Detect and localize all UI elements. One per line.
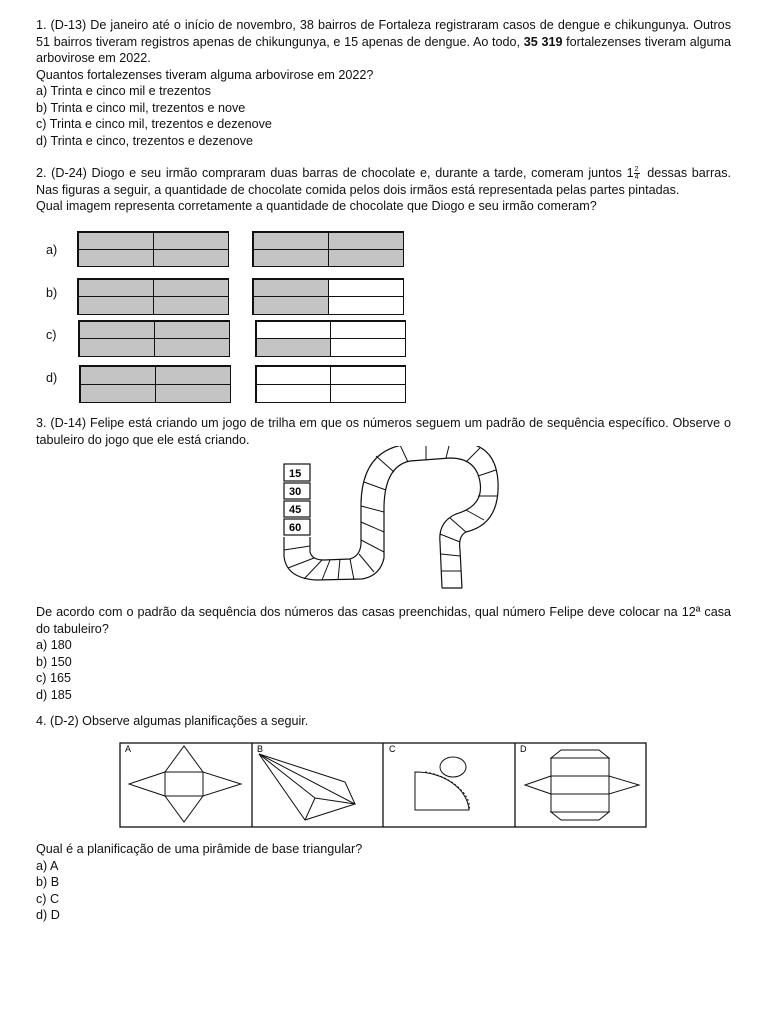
q2-a-bar-2 [252,231,404,267]
q2-d-bar-2 [255,365,406,403]
q2-a-bar-1 [77,231,229,267]
q4-option-a[interactable]: a) A [36,858,59,873]
q2-statement: 2. (D-24) Diogo e seu irmão compraram duas barras de chocolate e, durante a tarde, comeram juntos 1 $\frac{2}{4}$ dessas barras. Nas figuras a seguir, a quantidade de chocolate comida pelos dois irmãos está representada pelas partes pintadas. [36,166,731,197]
board-number-15: 15 [289,468,302,480]
q1-option-b[interactable]: b) Trinta e cinco mil, trezentos e nove [36,100,246,115]
game-board-diagram [270,446,500,596]
q2-b-bar-1 [77,278,229,315]
q4-statement: 4. (D-2) Observe algumas planificações a seguir. [36,714,309,728]
q3-option-a[interactable]: a) 180 [36,638,72,652]
panel-label-d: D [520,744,527,754]
q2-option-d-label[interactable]: d) [46,371,58,385]
q2-c-bar-1 [78,320,230,357]
question-3-continued [36,604,731,703]
q3-question: De acordo com o padrão da sequência dos números das casas preenchidas, qual número Felipe deve colocar na 12ª casa do tabuleiro? [36,605,731,636]
board-number-30: 30 [289,486,302,498]
q2-fraction: $\frac{2}{4}$ [634,166,639,182]
question-3 [36,415,731,448]
q1-question: Quantos fortalezenses tiveram alguma arbovirose em 2022? [36,67,374,82]
q2-option-c-label[interactable]: c) [46,328,57,342]
q4-option-b[interactable]: b) B [36,875,60,889]
q1-option-d[interactable]: d) Trinta e cinco, trezentos e dezenove [36,133,254,148]
net-b-triangular-pyramid [259,754,355,820]
net-a-square-pyramid [129,746,241,822]
panel-label-b: B [257,744,264,754]
q1-highlight-number: 35 319 [523,34,563,49]
q2-c-bar-2 [255,320,406,357]
q3-option-d[interactable]: d) 185 [36,687,72,702]
question-1 [36,17,731,149]
q1-statement: 1. (D-13) De janeiro até o início de novembro, 38 bairros de Fortaleza registraram casos de dengue e chikungunya. Outros 51 bairros tiveram registros apenas de chikungunya, e 15 apenas de dengue. Ao todo, 35 319 fortalezenses tiveram alguma arbovirose em 2022. [36,18,731,65]
question-2 [36,165,731,215]
q2-question: Qual imagem representa corretamente a quantidade de chocolate que Diogo e seu irmão comeram? [36,199,597,213]
q3-option-b[interactable]: b) 150 [36,654,72,669]
question-4-continued [36,841,731,924]
q4-option-d[interactable]: d) D [36,908,60,922]
q2-b-bar-2 [252,278,404,315]
q4-option-c[interactable]: c) C [36,891,60,906]
nets-figure [119,742,647,828]
panel-label-c: C [389,744,396,754]
q2-option-a-label[interactable]: a) [46,243,58,257]
board-number-60: 60 [289,522,302,534]
q2-option-b-label[interactable]: b) [46,286,58,300]
q3-option-c[interactable]: c) 165 [36,671,72,685]
q1-option-a[interactable]: a) Trinta e cinco mil e trezentos [36,84,211,98]
board-number-45: 45 [289,504,302,516]
question-4 [36,713,731,730]
q2-d-bar-1 [79,365,231,403]
panel-label-a: A [125,744,132,754]
net-c-cone [415,757,469,810]
net-d-triangular-prism [525,750,639,820]
q4-question: Qual é a planificação de uma pirâmide de base triangular? [36,842,363,856]
q1-option-c[interactable]: c) Trinta e cinco mil, trezentos e dezenove [36,117,272,131]
q3-statement: 3. (D-14) Felipe está criando um jogo de trilha em que os números seguem um padrão de sequência específico. Observe o tabuleiro do jogo que ele está criando. [36,416,731,447]
